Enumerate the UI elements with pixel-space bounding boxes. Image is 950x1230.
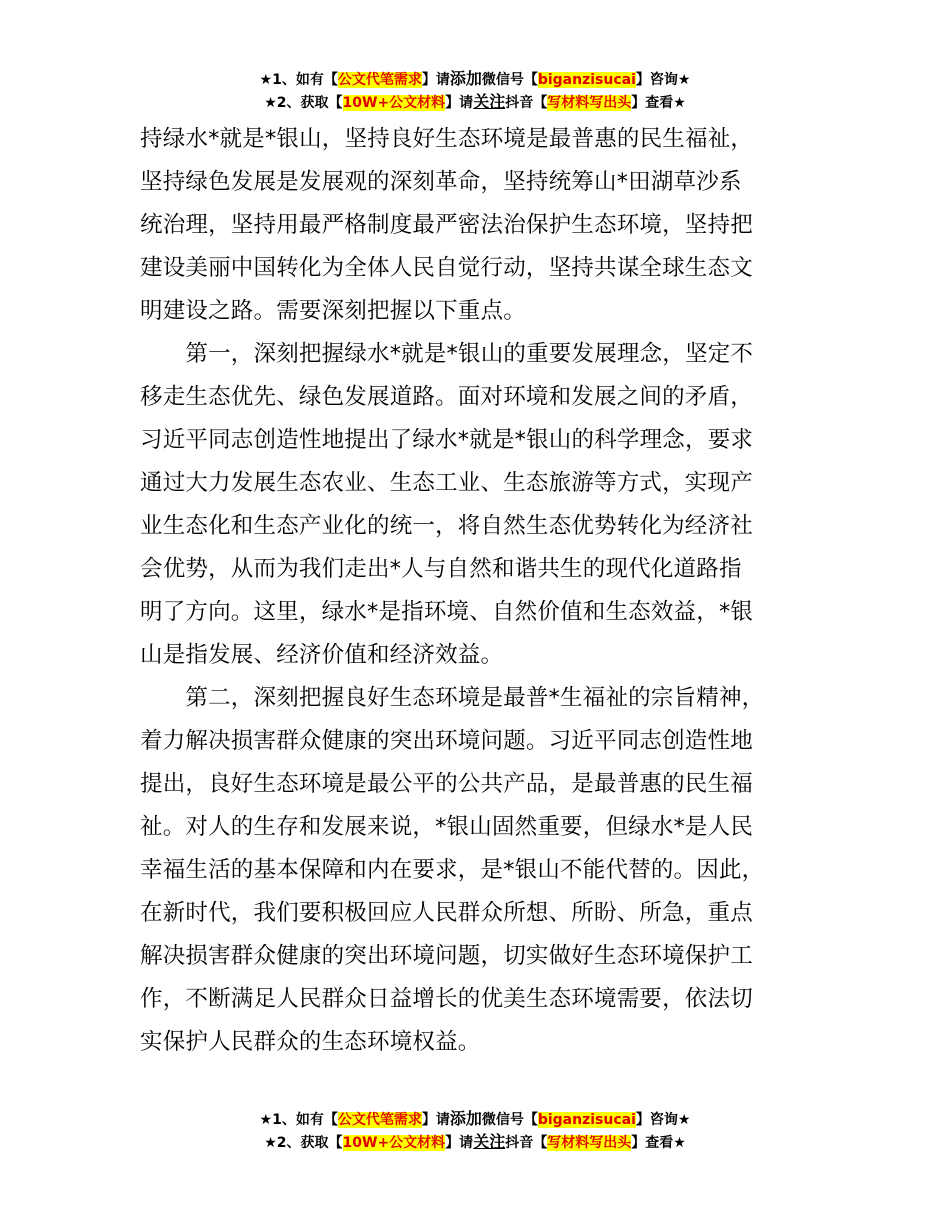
banner-text: ★2、获取【 — [264, 1135, 343, 1151]
text-line: 着力解决损害群众健康的突出环境问题。习近平同志创造性地 — [140, 728, 753, 754]
highlight-service: 公文代笔需求 — [337, 1112, 422, 1128]
text-line: 业生态化和生态产业化的统一，将自然生态优势转化为经济社 — [140, 513, 753, 539]
text-line: 坚持绿色发展是发展观的深刻革命，坚持统筹山*田湖草沙系 — [140, 169, 742, 195]
banner-emphasis: 添加 — [449, 69, 482, 88]
text-line: 明建设之路。需要深刻把握以下重点。 — [140, 298, 526, 324]
banner-text: 抖音【 — [505, 1135, 548, 1151]
banner-text: 】查看★ — [631, 95, 686, 111]
highlight-wechat-id: biganzisucai — [537, 72, 636, 88]
banner-text: 】请 — [421, 72, 450, 88]
banner-text: ★1、如有【 — [259, 72, 338, 88]
text-line: 祉。对人的生存和发展来说，*银山固然重要，但绿水*是人民 — [140, 814, 754, 840]
paragraph-2 — [140, 333, 830, 677]
document-body — [140, 118, 830, 1064]
text-line: 会优势，从而为我们走出*人与自然和谐共生的现代化道路指 — [140, 556, 742, 582]
highlight-wechat-id: biganzisucai — [537, 1112, 636, 1128]
text-line: 通过大力发展生态农业、生态工业、生态旅游等方式，实现产 — [140, 470, 753, 496]
footer-banner — [0, 1108, 950, 1154]
banner-line-2 — [0, 91, 950, 114]
banner-text: 】咨询★ — [635, 72, 691, 88]
text-line: 提出，良好生态环境是最公平的公共产品，是最普惠的民生福 — [140, 771, 753, 797]
banner-text: 抖音【 — [505, 95, 548, 111]
highlight-douyin: 写材料写出头 — [547, 95, 632, 111]
highlight-materials: 10W+公文材料 — [342, 1135, 446, 1151]
text-line: 建设美丽中国转化为全体人民自觉行动，坚持共谋全球生态文 — [140, 255, 753, 281]
highlight-materials: 10W+公文材料 — [342, 95, 446, 111]
banner-emphasis: 关注 — [473, 1132, 506, 1151]
text-line: 明了方向。这里，绿水*是指环境、自然价值和生态效益，*银 — [140, 599, 754, 625]
banner-text: 】请 — [445, 1135, 474, 1151]
banner-text: 】咨询★ — [635, 1112, 691, 1128]
banner-text: 微信号【 — [481, 72, 538, 88]
banner-line-2 — [0, 1131, 950, 1154]
header-banner — [0, 68, 950, 114]
banner-line-1 — [0, 1108, 950, 1131]
banner-emphasis: 添加 — [449, 1109, 482, 1128]
banner-text: ★1、如有【 — [259, 1112, 338, 1128]
highlight-service: 公文代笔需求 — [337, 72, 422, 88]
banner-text: ★2、获取【 — [264, 95, 343, 111]
text-line: 统治理，坚持用最严格制度最严密法治保护生态环境，坚持把 — [140, 212, 753, 238]
paragraph-1 — [140, 118, 830, 333]
text-line: 习近平同志创造性地提出了绿水*就是*银山的科学理念，要求 — [140, 427, 754, 453]
text-line: 持绿水*就是*银山，坚持良好生态环境是最普惠的民生福祉， — [140, 126, 754, 152]
text-line: 作，不断满足人民群众日益增长的优美生态环境需要，依法切 — [140, 986, 753, 1012]
paragraph-3 — [140, 677, 830, 1064]
banner-emphasis: 关注 — [473, 92, 506, 111]
text-line: 第一，深刻把握绿水*就是*银山的重要发展理念，坚定不 — [140, 341, 754, 367]
banner-line-1 — [0, 68, 950, 91]
banner-text: 】查看★ — [631, 1135, 686, 1151]
text-line: 解决损害群众健康的突出环境问题，切实做好生态环境保护工 — [140, 943, 753, 969]
highlight-douyin: 写材料写出头 — [547, 1135, 632, 1151]
banner-text: 】请 — [421, 1112, 450, 1128]
text-line: 实保护人民群众的生态环境权益。 — [140, 1029, 481, 1055]
text-line: 移走生态优先、绿色发展道路。面对环境和发展之间的矛盾， — [140, 384, 753, 410]
text-line: 在新时代，我们要积极回应人民群众所想、所盼、所急，重点 — [140, 900, 753, 926]
banner-text: 微信号【 — [481, 1112, 538, 1128]
text-line: 幸福生活的基本保障和内在要求，是*银山不能代替的。因此， — [140, 857, 765, 883]
text-line: 山是指发展、经济价值和经济效益。 — [140, 642, 504, 668]
text-line: 第二，深刻把握良好生态环境是最普*生福祉的宗旨精神， — [140, 685, 765, 711]
banner-text: 】请 — [445, 95, 474, 111]
